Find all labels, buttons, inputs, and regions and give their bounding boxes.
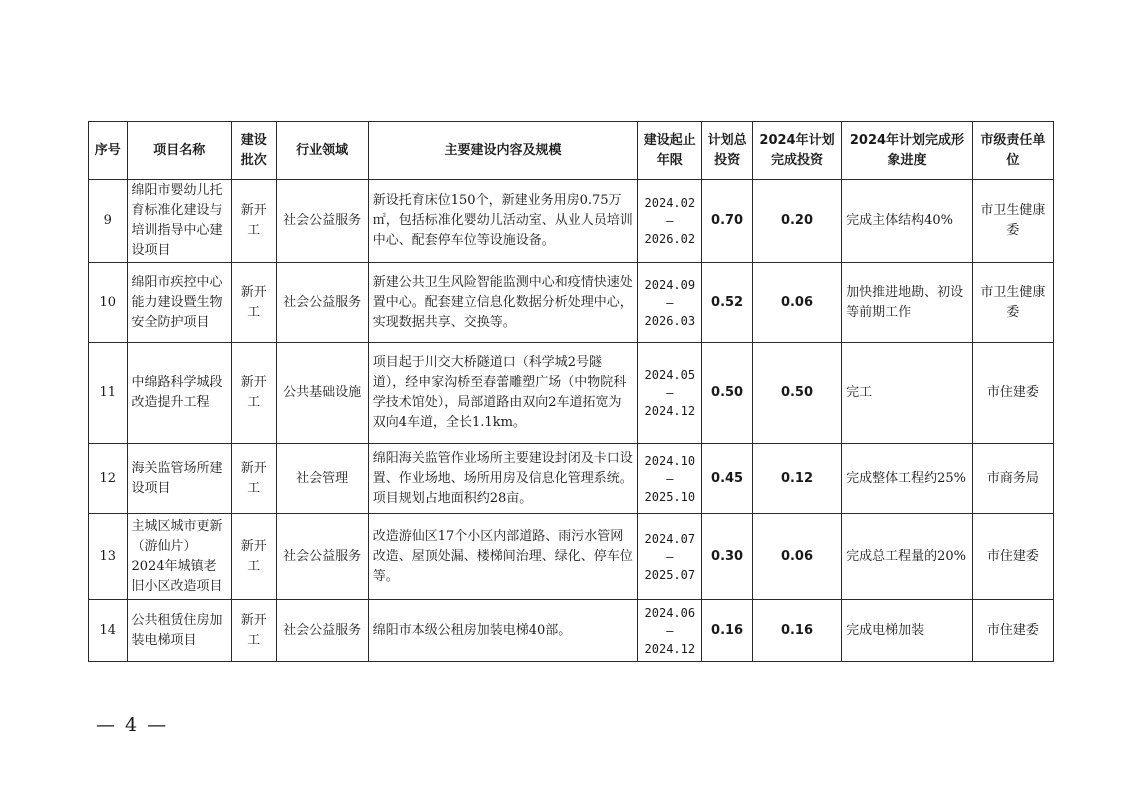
cell-industry: 公共基础设施 [276,343,368,444]
period-end: 2024.12 [644,404,696,418]
period-start: 2024.06 [644,605,696,620]
cell-total: 0.16 [702,600,753,662]
cell-seq: 9 [89,180,128,263]
cell-batch: 新开工 [231,180,276,263]
cell-name: 绵阳市疾控中心能力建设暨生物安全防护项目 [127,263,231,343]
cell-content: 绵阳海关监管作业场所主要建设封闭及卡口设置、作业场地、场所用房及信息化管理系统。项目规划占地面积约28亩。 [368,444,638,514]
cell-name: 中绵路科学城段改造提升工程 [127,343,231,444]
cell-content: 绵阳市本级公租房加装电梯40部。 [368,600,638,662]
header-content: 主要建设内容及规模 [368,122,638,180]
project-table [88,121,1054,662]
cell-progress2024: 完成电梯加装 [842,600,973,662]
cell-plan2024: 0.16 [752,600,841,662]
cell-name: 公共租赁住房加装电梯项目 [127,600,231,662]
cell-name: 海关监管场所建设项目 [127,444,231,514]
cell-unit: 市住建委 [972,600,1053,662]
period-end: 2025.10 [644,489,696,504]
header-unit: 市级责任单位 [972,122,1053,180]
header-batch: 建设批次 [231,122,276,180]
cell-batch: 新开工 [231,514,276,600]
cell-unit: 市住建委 [972,343,1053,444]
cell-batch: 新开工 [231,263,276,343]
cell-total: 0.50 [702,343,753,444]
table-row [89,514,1054,600]
period-sep: – [666,623,674,638]
cell-content: 新建公共卫生风险智能监测中心和疫情快速处置中心。配套建立信息化数据分析处理中心，实现数据共享、交换等。 [368,263,638,343]
cell-unit: 市商务局 [972,444,1053,514]
cell-seq: 13 [89,514,128,600]
cell-seq: 12 [89,444,128,514]
table-row [89,600,1054,662]
cell-name: 绵阳市婴幼儿托育标准化建设与培训指导中心建设项目 [127,180,231,263]
cell-plan2024: 0.12 [752,444,841,514]
period-sep: – [666,295,674,310]
cell-period [638,263,702,343]
cell-period [638,444,702,514]
cell-seq: 10 [89,263,128,343]
period-end: 2025.07 [644,567,696,582]
cell-seq: 11 [89,343,128,444]
period-end: 2026.03 [644,313,696,328]
period-sep: – [666,386,674,400]
cell-unit: 市卫生健康委 [972,180,1053,263]
period-start: 2024.05 [644,368,696,382]
table-header-row [89,122,1054,180]
period-sep: – [666,549,674,564]
cell-plan2024: 0.20 [752,180,841,263]
period-start: 2024.09 [644,277,696,292]
cell-content: 项目起于川交大桥隧道口（科学城2号隧道），经申家沟桥至春蕾雕塑广场（中物院科学技术馆处），局部道路由双向2车道拓宽为双向4车道，全长1.1km。 [368,343,638,444]
table-row [89,180,1054,263]
cell-plan2024: 0.06 [752,263,841,343]
cell-progress2024: 加快推进地勘、初设等前期工作 [842,263,973,343]
page-number: — 4 — [96,714,169,736]
table-row [89,343,1054,444]
cell-industry: 社会管理 [276,444,368,514]
cell-batch: 新开工 [231,600,276,662]
period-start: 2024.02 [644,196,696,210]
cell-total: 0.52 [702,263,753,343]
cell-total: 0.70 [702,180,753,263]
period-sep: – [666,214,674,228]
period-start: 2024.07 [644,531,696,546]
header-name: 项目名称 [127,122,231,180]
cell-unit: 市卫生健康委 [972,263,1053,343]
header-period: 建设起止年限 [638,122,702,180]
cell-batch: 新开工 [231,444,276,514]
header-seq: 序号 [89,122,128,180]
header-industry: 行业领域 [276,122,368,180]
cell-content: 改造游仙区17个小区内部道路、雨污水管网改造、屋顶处漏、楼梯间治理、绿化、停车位等。 [368,514,638,600]
header-plan2024: 2024年计划完成投资 [752,122,841,180]
period-start: 2024.10 [644,453,696,468]
period-end: 2024.12 [644,641,696,656]
cell-progress2024: 完成总工程量的20% [842,514,973,600]
table-row [89,263,1054,343]
table-row [89,444,1054,514]
cell-industry: 社会公益服务 [276,180,368,263]
cell-total: 0.45 [702,444,753,514]
period-end: 2026.02 [644,232,696,246]
cell-plan2024: 0.06 [752,514,841,600]
cell-seq: 14 [89,600,128,662]
cell-name: 主城区城市更新（游仙片）2024年城镇老旧小区改造项目 [127,514,231,600]
cell-industry: 社会公益服务 [276,263,368,343]
cell-progress2024: 完工 [842,343,973,444]
cell-period [638,514,702,600]
header-total: 计划总投资 [702,122,753,180]
cell-industry: 社会公益服务 [276,514,368,600]
cell-industry: 社会公益服务 [276,600,368,662]
cell-plan2024: 0.50 [752,343,841,444]
cell-period [638,180,702,263]
cell-period [638,343,702,444]
cell-batch: 新开工 [231,343,276,444]
header-progress2024: 2024年计划完成形象进度 [842,122,973,180]
cell-progress2024: 完成整体工程约25% [842,444,973,514]
cell-period [638,600,702,662]
period-sep: – [666,471,674,486]
cell-unit: 市住建委 [972,514,1053,600]
cell-progress2024: 完成主体结构40% [842,180,973,263]
cell-content: 新设托育床位150个，新建业务用房0.75万㎡，包括标准化婴幼儿活动室、从业人员培训中心、配套停车位等设施设备。 [368,180,638,263]
cell-total: 0.30 [702,514,753,600]
